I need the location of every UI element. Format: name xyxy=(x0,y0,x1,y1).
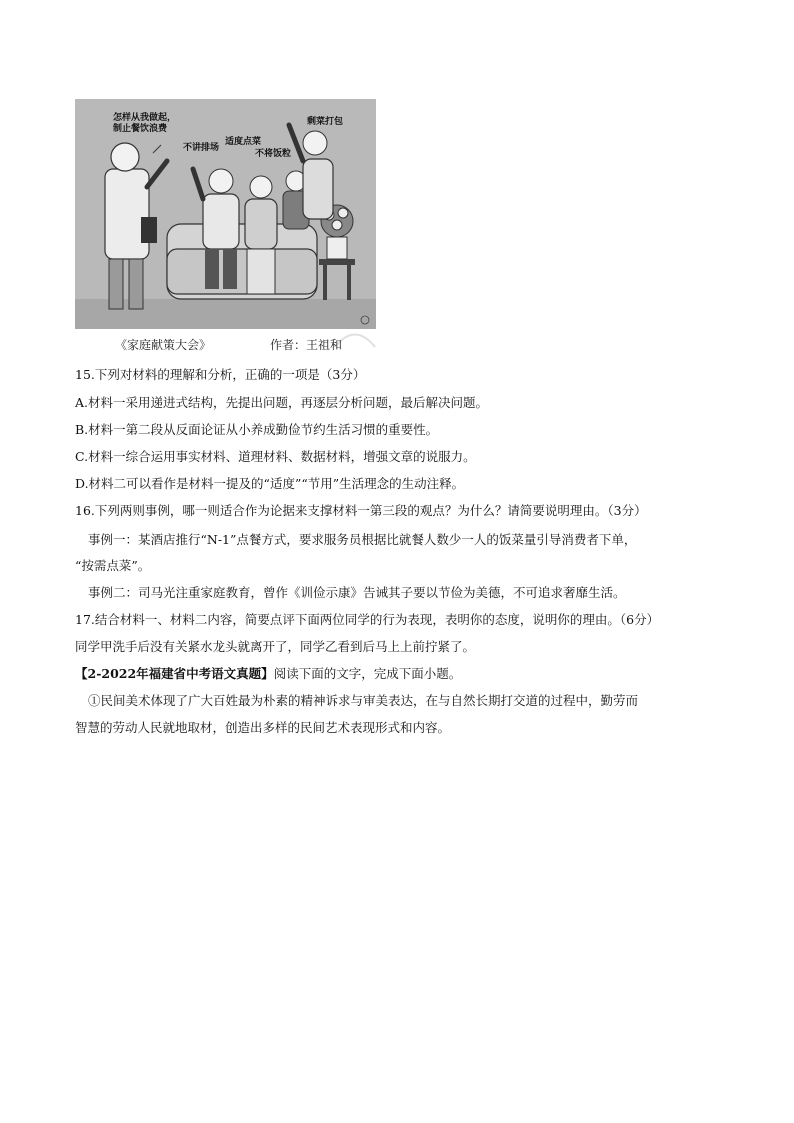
passage-paragraph1-line2: 智慧的劳动人民就地取材，创造出多样的民间艺术表现形式和内容。 xyxy=(75,720,451,735)
moderate-bubble: 适度点菜 xyxy=(225,137,262,147)
q15-option-a: A.材料一采用递进式结构，先提出问题，再逐层分析问题，最后解决问题。 xyxy=(75,395,489,410)
q17-stem: 17.结合材料一、材料二内容，简要点评下面两位同学的行为表现，表明你的态度，说明你的理由。（6分） xyxy=(75,612,660,627)
q16-example1-line2: “按需点菜”。 xyxy=(75,558,151,573)
cartoon-author: 作者：王祖和 xyxy=(270,338,343,352)
doggy-bag-bubble: 剩菜打包 xyxy=(307,117,344,127)
cartoon-title: 《家庭献策大会》 xyxy=(115,338,212,352)
no-waste-bubble: 不将饭粒 xyxy=(255,149,292,159)
section-instruction: 阅读下面的文字，完成下面小题。 xyxy=(273,666,462,681)
no-show-bubble: 不讲排场 xyxy=(183,143,220,153)
q15-option-c: C.材料一综合运用事实材料、道理材料、数据材料，增强文章的说服力。 xyxy=(75,449,476,464)
q16-example1-line1: 事例一：某酒店推行“N-1”点餐方式，要求服务员根据比就餐人数少一人的饭菜量引导消费者下单， xyxy=(88,532,637,547)
section-heading: 【2-2022年福建省中考语文真题】 xyxy=(75,666,274,681)
q15-option-d: D.材料二可以看作是材料一提及的“适度”“节用”生活理念的生动注释。 xyxy=(75,476,465,491)
q16-stem: 16.下列两则事例，哪一则适合作为论据来支撑材料一第三段的观点？为什么？请简要说明理由。（3分） xyxy=(75,503,647,518)
family-meeting-cartoon xyxy=(75,99,376,329)
teacher-bubble-line1: 怎样从我做起， 制止餐饮浪费 xyxy=(113,113,177,134)
q16-example2: 事例二：司马光注重家庭教育，曾作《训俭示康》告诫其子要以节俭为美德，不可追求奢靡生活。 xyxy=(88,585,626,600)
q17-scenario: 同学甲洗手后没有关紧水龙头就离开了，同学乙看到后马上上前拧紧了。 xyxy=(75,639,476,654)
q15-stem: 15.下列对材料的理解和分析，正确的一项是（3分） xyxy=(75,367,366,382)
passage-paragraph1-line1: ①民间美术体现了广大百姓最为朴素的精神诉求与审美表达，在与自然长期打交道的过程中，勤劳而 xyxy=(88,693,639,708)
section-header xyxy=(75,665,461,683)
q15-option-b: B.材料一第二段从反面论证从小养成勤俭节约生活习惯的重要性。 xyxy=(75,422,439,437)
